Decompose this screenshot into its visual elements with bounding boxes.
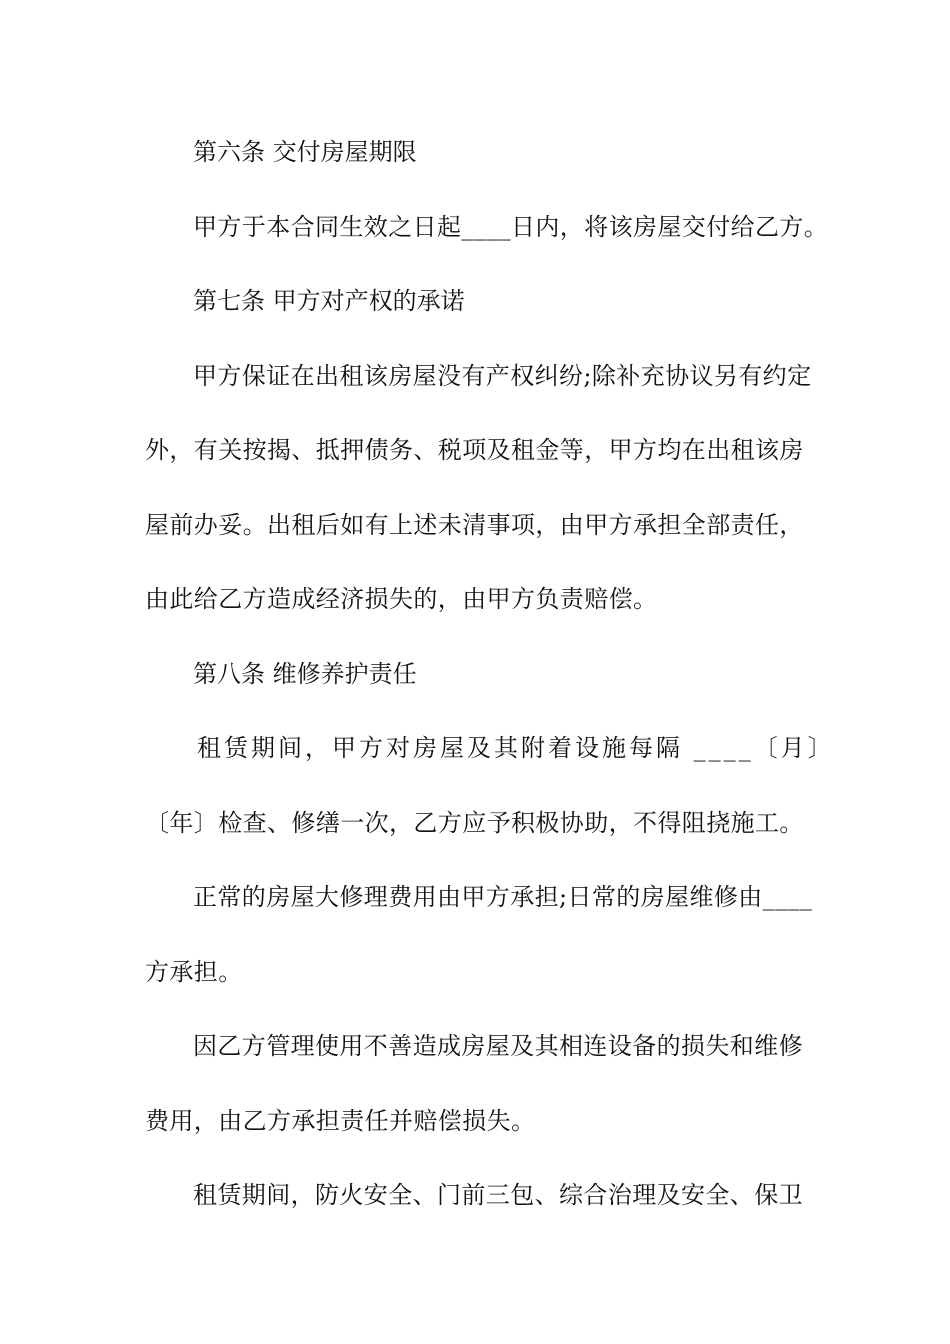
article-8-paragraph-2-line-2: 方承担。 bbox=[145, 958, 243, 986]
article-8-paragraph-1-line-1: 租赁期间，甲方对房屋及其附着设施每隔 ____〔月〕 bbox=[197, 734, 835, 762]
article-7-paragraph-line-1: 甲方保证在出租该房屋没有产权纠纷;除补充协议另有约定 bbox=[193, 362, 812, 390]
article-8-paragraph-4-line-1: 租赁期间，防火安全、门前三包、综合治理及安全、保卫 bbox=[193, 1181, 803, 1209]
article-7-paragraph-line-4: 由此给乙方造成经济损失的，由甲方负责赔偿。 bbox=[145, 585, 658, 613]
article-8-paragraph-3-line-2: 费用，由乙方承担责任并赔偿损失。 bbox=[145, 1107, 536, 1135]
article-6-paragraph: 甲方于本合同生效之日起____日内，将该房屋交付给乙方。 bbox=[193, 213, 829, 241]
article-8-paragraph-1-line-2: 〔年〕检查、修缮一次，乙方应予积极协助，不得阻挠施工。 bbox=[145, 809, 804, 837]
article-6-heading: 第六条 交付房屋期限 bbox=[193, 138, 417, 166]
article-8-paragraph-2-line-1: 正常的房屋大修理费用由甲方承担;日常的房屋维修由____ bbox=[193, 883, 813, 911]
article-7-paragraph-line-2: 外，有关按揭、抵押债务、税项及租金等，甲方均在出租该房 bbox=[145, 436, 804, 464]
article-7-paragraph-line-3: 屋前办妥。出租后如有上述未清事项，由甲方承担全部责任， bbox=[145, 511, 804, 539]
article-8-heading: 第八条 维修养护责任 bbox=[193, 660, 417, 688]
article-7-heading: 第七条 甲方对产权的承诺 bbox=[193, 287, 465, 315]
article-8-paragraph-3-line-1: 因乙方管理使用不善造成房屋及其相连设备的损失和维修 bbox=[193, 1032, 803, 1060]
